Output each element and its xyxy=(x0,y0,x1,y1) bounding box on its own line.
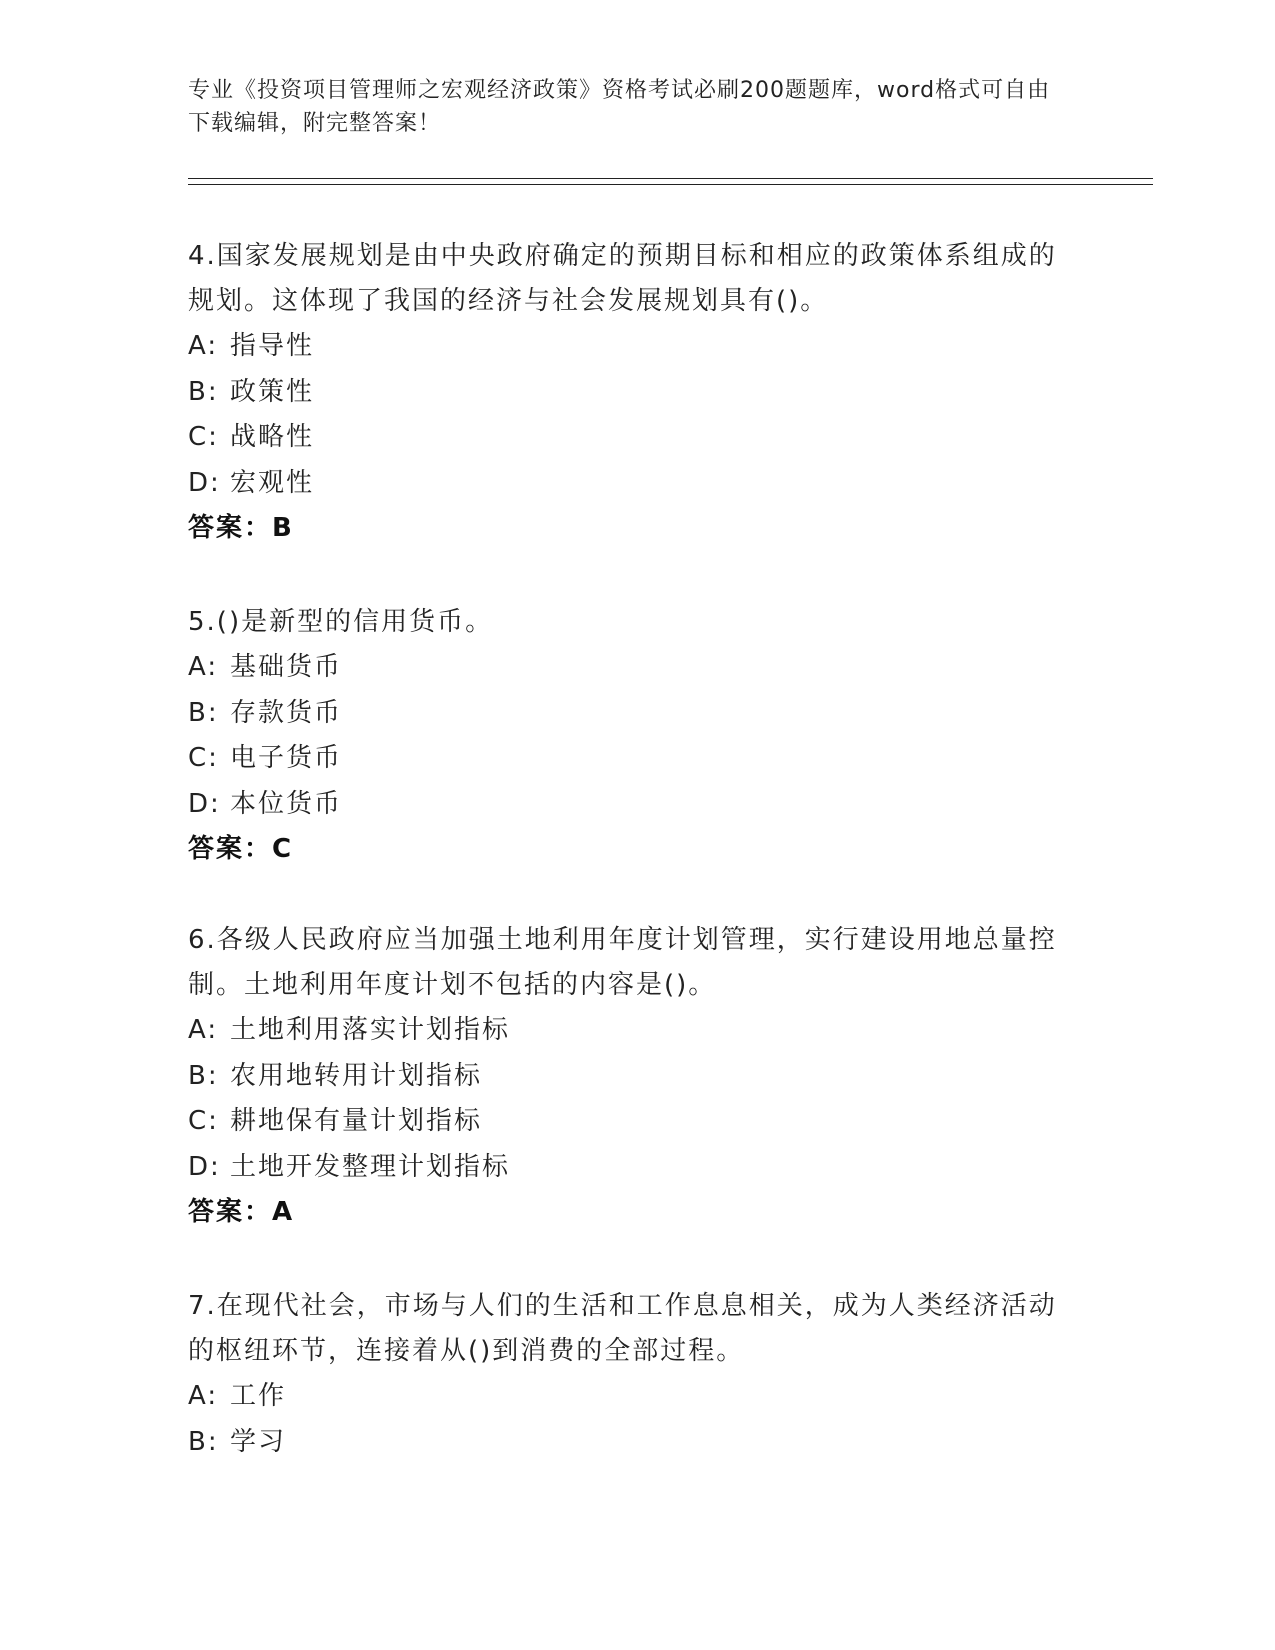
option-text: 指导性 xyxy=(230,331,315,361)
question-item xyxy=(188,234,1068,551)
option-text: 工作 xyxy=(230,1381,287,1411)
question-item xyxy=(188,600,1068,872)
option-d xyxy=(188,1145,1068,1191)
question-answer: 答案：C xyxy=(188,834,294,864)
question-stem: 7.在现代社会，市场与人们的生活和工作息息相关，成为人类经济活动的枢纽环节，连接着从()到消费的全部过程。 xyxy=(188,1291,1057,1366)
question-item xyxy=(188,1284,1068,1465)
option-text: 耕地保有量计划指标 xyxy=(230,1106,483,1136)
option-c xyxy=(188,1099,1068,1145)
option-key: D: xyxy=(188,1151,221,1182)
question-answer: 答案：B xyxy=(188,513,294,543)
option-key: A: xyxy=(188,1381,219,1411)
option-b xyxy=(188,1420,1068,1466)
question-stem: 4.国家发展规划是由中央政府确定的预期目标和相应的政策体系组成的规划。这体现了我国的经济与社会发展规划具有()。 xyxy=(188,241,1057,316)
option-key: C: xyxy=(188,1106,219,1136)
option-key: A: xyxy=(188,652,219,682)
option-b xyxy=(188,1054,1068,1100)
option-key: A: xyxy=(188,331,219,361)
option-b xyxy=(188,370,1068,416)
option-d xyxy=(188,461,1068,507)
document-header: 专业《投资项目管理师之宏观经济政策》资格考试必刷200题题库，word格式可自由下载编辑，附完整答案！ xyxy=(188,78,1051,136)
option-key: B: xyxy=(188,697,219,728)
option-text: 学习 xyxy=(230,1426,287,1457)
question-stem: 5.()是新型的信用货币。 xyxy=(188,607,494,637)
question-answer: 答案：A xyxy=(188,1197,295,1227)
option-key: D: xyxy=(188,788,221,819)
option-text: 土地利用落实计划指标 xyxy=(230,1015,511,1045)
option-key: B: xyxy=(188,1060,219,1091)
option-text: 战略性 xyxy=(230,422,315,452)
option-key: C: xyxy=(188,422,219,452)
option-c xyxy=(188,736,1068,782)
option-text: 农用地转用计划指标 xyxy=(230,1060,483,1091)
option-text: 本位货币 xyxy=(230,788,343,819)
option-a xyxy=(188,324,1068,370)
option-text: 土地开发整理计划指标 xyxy=(230,1151,511,1182)
option-a xyxy=(188,1008,1068,1054)
option-d xyxy=(188,782,1068,828)
option-text: 电子货币 xyxy=(230,743,343,773)
option-a xyxy=(188,1374,1068,1420)
question-stem: 6.各级人民政府应当加强土地利用年度计划管理，实行建设用地总量控制。土地利用年度计划不包括的内容是()。 xyxy=(188,925,1057,1000)
header-divider-top xyxy=(188,178,1153,179)
option-text: 基础货币 xyxy=(230,652,343,682)
option-text: 存款货币 xyxy=(230,697,343,728)
option-c xyxy=(188,415,1068,461)
option-key: D: xyxy=(188,467,221,498)
option-text: 政策性 xyxy=(230,376,315,407)
option-key: B: xyxy=(188,376,219,407)
option-key: A: xyxy=(188,1015,219,1045)
header-divider-bottom xyxy=(188,184,1153,185)
option-a xyxy=(188,645,1068,691)
option-text: 宏观性 xyxy=(230,467,315,498)
option-key: C: xyxy=(188,743,219,773)
question-item xyxy=(188,918,1068,1235)
option-b xyxy=(188,691,1068,737)
option-key: B: xyxy=(188,1426,219,1457)
